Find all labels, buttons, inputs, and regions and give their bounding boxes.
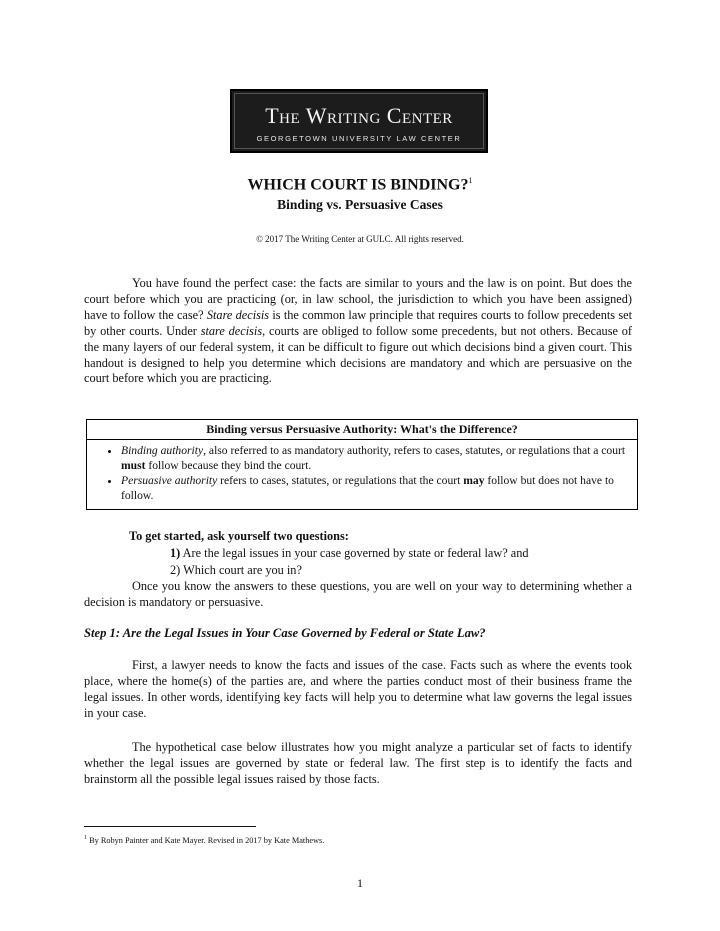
copyright-line: © 2017 The Writing Center at GULC. All rights reserved. xyxy=(256,234,464,244)
binding-authority-item xyxy=(121,443,627,473)
persuasive-authority-item xyxy=(121,473,627,503)
authority-definition-box xyxy=(86,419,638,510)
question-2: 2) Which court are you in? xyxy=(170,563,302,577)
binding-text-b: follow because they bind the court. xyxy=(145,459,312,472)
stare-decisis-term: Stare decisis xyxy=(206,307,270,322)
must-emphasis: must xyxy=(121,459,146,472)
question-1-number: 1) xyxy=(170,546,181,560)
intro-text-3: , courts are obliged to follow some precedents, but not others. Because of the many layers of our federal system, it can be difficult to figure out which decisions bind a given court. This handout is designed to help you determine which decisions are mandatory and which are persuasive on the court before which you are practicing. xyxy=(84,323,633,386)
questions-followup: Once you know the answers to these questions, you are well on your way to determining whether a decision is mandatory or persuasive. xyxy=(84,579,632,609)
title-text: WHICH COURT IS BINDING? xyxy=(247,176,469,194)
definition-list xyxy=(87,443,637,503)
step-1-paragraph-1: First, a lawyer needs to know the facts and issues of the case. Facts such as where the events took place, where the home(s) of the parties are, and where the parties conduct most of their business frame the legal issues. In other words, identifying key facts will help you to determine what law governs the legal issues in your case. xyxy=(84,658,632,720)
writing-center-logo xyxy=(230,89,488,153)
document-subtitle: Binding vs. Persuasive Cases xyxy=(277,197,443,212)
persuasive-text-a: refers to cases, statutes, or regulations that the court xyxy=(217,474,464,487)
step-1-heading: Step 1: Are the Legal Issues in Your Case Governed by Federal or State Law? xyxy=(84,626,486,640)
persuasive-authority-term: Persuasive authority xyxy=(121,474,218,487)
intro-text-1: You have found the perfect case: the facts are similar to yours and the law is on point. But does the court before which you are practicing (or, in law school, the jurisdiction to which you have been assigned) have to follow the case? xyxy=(84,276,632,322)
stare-decisis-term-2: stare decisis xyxy=(200,323,263,338)
logo-title: The Writing Center xyxy=(265,103,453,128)
intro-paragraph xyxy=(84,276,632,387)
footnote-divider xyxy=(84,826,256,827)
box-heading: Binding versus Persuasive Authority: What's the Difference? xyxy=(87,420,637,440)
binding-authority-term: Binding authority xyxy=(121,444,204,457)
footnote-marker: 1 xyxy=(84,835,87,841)
question-1 xyxy=(170,546,529,561)
footnote-text: By Robyn Painter and Kate Mayer. Revised in 2017 by Kate Mathews. xyxy=(87,835,325,845)
binding-text-a: , also referred to as mandatory authority, refers to cases, statutes, or regulations that a court xyxy=(203,444,626,457)
may-emphasis: may xyxy=(463,474,485,487)
questions-heading: To get started, ask yourself two questions: xyxy=(129,529,349,543)
persuasive-text-b: follow but does not have to follow. xyxy=(121,474,614,502)
intro-text-2: is the common law principle that requires courts to follow precedents set by other courts. Under xyxy=(84,307,632,338)
question-1-text: Are the legal issues in your case governed by state or federal law? and xyxy=(180,546,529,560)
footnote xyxy=(84,835,324,845)
title-footnote-marker: 1 xyxy=(468,176,473,185)
page-number: 1 xyxy=(357,876,363,890)
logo-subtitle: GEORGETOWN UNIVERSITY LAW CENTER xyxy=(256,134,462,143)
step-1-paragraph-2: The hypothetical case below illustrates how you might analyze a particular set of facts to identify whether the legal issues are governed by state or federal law. The first step is to identify the facts and brainstorm all the possible legal issues raised by those facts. xyxy=(84,740,632,786)
document-title xyxy=(0,176,720,194)
